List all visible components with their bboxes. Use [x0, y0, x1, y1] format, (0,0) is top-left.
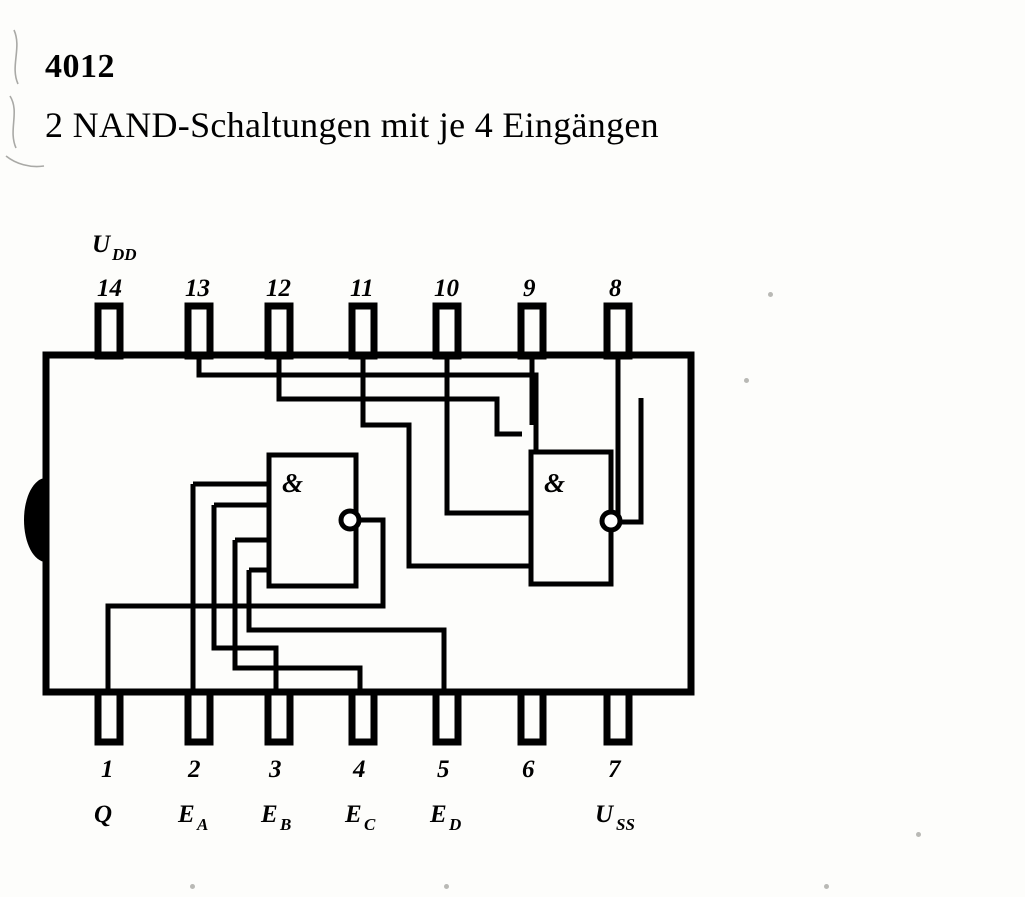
pin-number-8: 8	[609, 275, 622, 302]
pin-name-3: E	[261, 801, 278, 828]
scan-speck	[744, 378, 749, 383]
scan-speck	[768, 292, 773, 297]
pin-name-1: Q	[94, 801, 113, 828]
pin-number-13: 13	[185, 275, 210, 302]
pin-number-11: 11	[350, 275, 374, 302]
bottom-pin-legs	[98, 692, 629, 742]
top-pin-numbers	[97, 275, 622, 302]
scan-speck	[916, 832, 921, 837]
pin-number-14: 14	[97, 275, 122, 302]
pin-name-4: E	[345, 801, 362, 828]
pin-subscript-3: B	[280, 815, 292, 834]
pin-number-6: 6	[522, 756, 535, 783]
internal-wiring	[108, 356, 641, 692]
pin-subscript-7: SS	[616, 815, 635, 834]
scan-speck	[444, 884, 449, 889]
pin-subscript-5: D	[449, 815, 462, 834]
gate-left	[269, 455, 359, 586]
pin-number-3: 3	[269, 756, 282, 783]
gate-right-label: &	[544, 468, 566, 498]
gate-left-label: &	[282, 468, 304, 498]
pin-number-12: 12	[266, 275, 291, 302]
gate-right	[531, 452, 620, 584]
pin-name-7: U	[595, 801, 614, 828]
pin-number-5: 5	[437, 756, 450, 783]
bottom-pin-numbers	[101, 756, 622, 783]
bottom-pin-names	[94, 801, 635, 834]
top-pin-names	[92, 231, 137, 264]
top-pin-legs	[98, 306, 629, 356]
pin-number-7: 7	[608, 756, 621, 783]
scan-artifacts	[6, 30, 44, 167]
pin-number-1: 1	[101, 756, 114, 783]
pin-number-2: 2	[188, 756, 201, 783]
pin-name-14: U	[92, 231, 111, 258]
pin-number-9: 9	[523, 275, 536, 302]
chip-number-heading: 4012	[45, 48, 115, 85]
scan-speck	[824, 884, 829, 889]
pin-name-5: E	[430, 801, 447, 828]
scan-speck	[190, 884, 195, 889]
pin-subscript-14: DD	[112, 245, 137, 264]
pin-number-4: 4	[353, 756, 366, 783]
pin-number-10: 10	[434, 275, 459, 302]
pin-subscript-2: A	[197, 815, 209, 834]
chip-description: 2 NAND-Schaltungen mit je 4 Eingängen	[45, 105, 659, 145]
pin-subscript-4: C	[364, 815, 376, 834]
pin-name-2: E	[178, 801, 195, 828]
